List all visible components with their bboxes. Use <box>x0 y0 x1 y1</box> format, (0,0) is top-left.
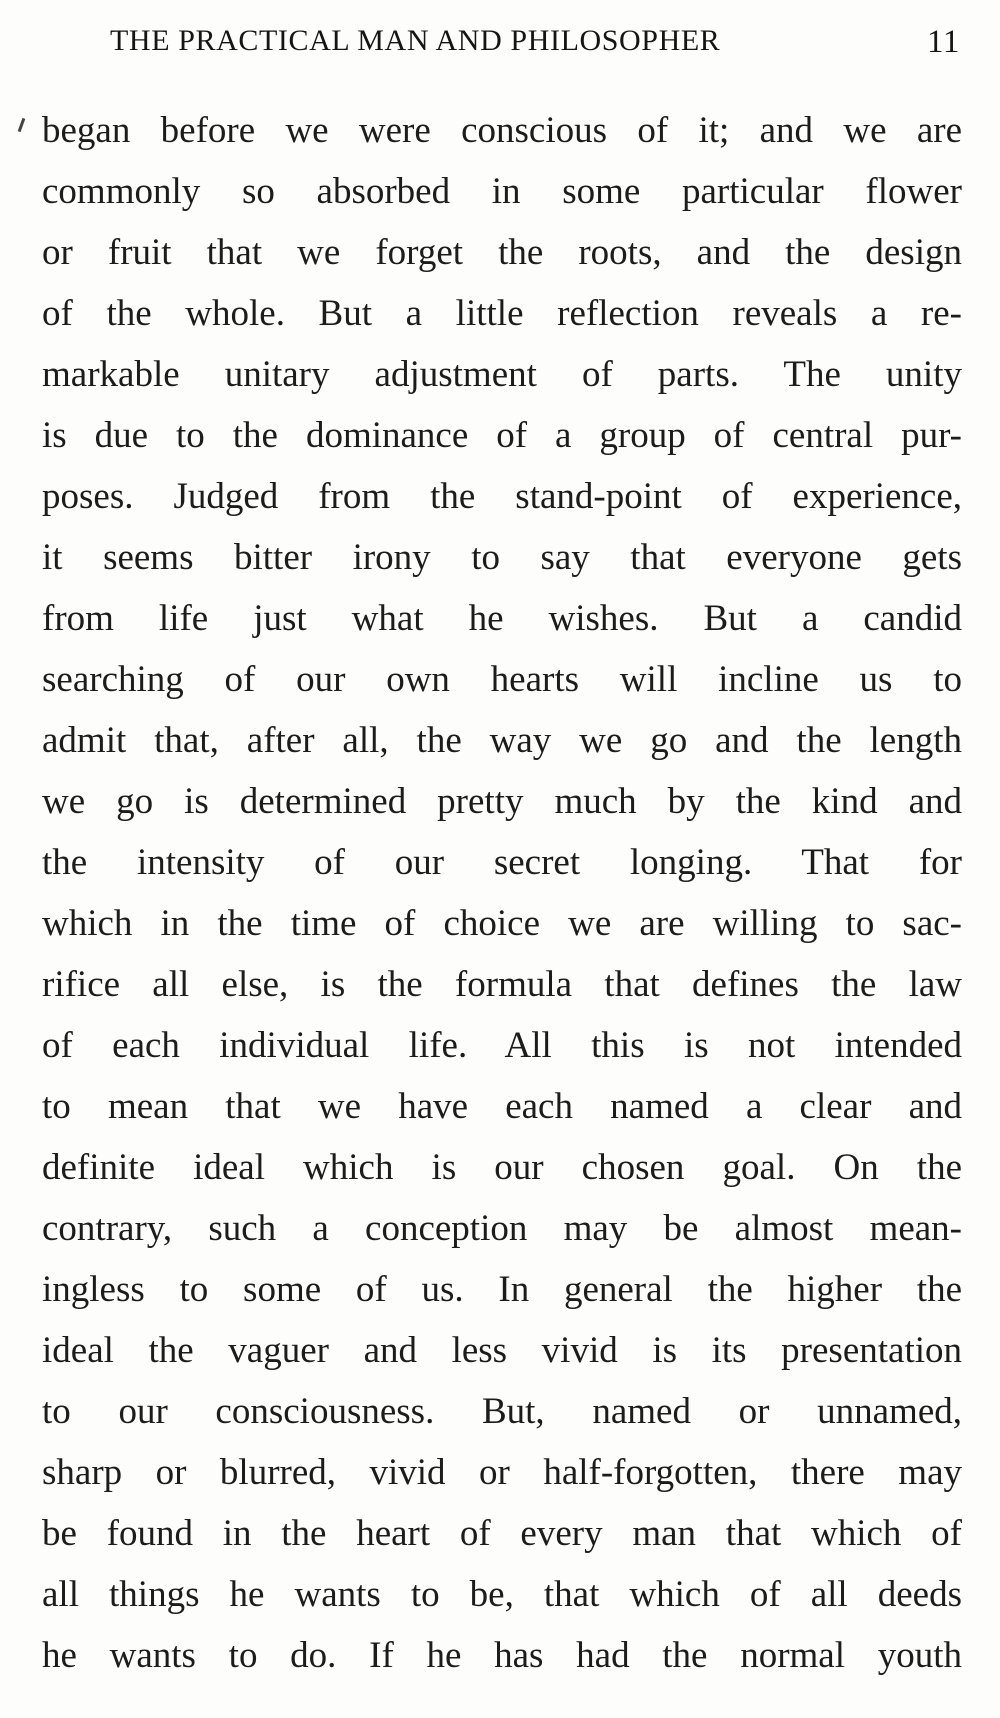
page-number: 11 <box>927 24 960 60</box>
text-line: markable unitary adjustment of parts. The unity <box>42 354 962 395</box>
text-line: began before we were conscious of it; and we are <box>42 110 962 151</box>
text-line: poses. Judged from the stand-point of experience, <box>42 476 962 517</box>
text-line: it seems bitter irony to say that everyone gets <box>42 537 962 578</box>
text-line: to mean that we have each named a clear and <box>42 1086 962 1127</box>
text-line: of each individual life. All this is not intended <box>42 1025 962 1066</box>
text-line: searching of our own hearts will incline us to <box>42 659 962 700</box>
text-line: is due to the dominance of a group of central pur- <box>42 415 962 456</box>
text-line: we go is determined pretty much by the kind and <box>42 781 962 822</box>
text-line: commonly so absorbed in some particular flower <box>42 171 962 212</box>
text-line: sharp or blurred, vivid or half-forgotten, there may <box>42 1452 962 1493</box>
margin-mark <box>18 118 26 132</box>
body-text <box>42 100 962 1686</box>
running-title: THE PRACTICAL MAN AND PHILOSOPHER <box>110 24 721 57</box>
text-line: rifice all else, is the formula that defines the law <box>42 964 962 1005</box>
text-line: be found in the heart of every man that which of <box>42 1513 962 1554</box>
text-line: of the whole. But a little reflection reveals a re- <box>42 293 962 334</box>
text-line: the intensity of our secret longing. That for <box>42 842 962 883</box>
text-line: admit that, after all, the way we go and the length <box>42 720 962 761</box>
text-line: or fruit that we forget the roots, and the design <box>42 232 962 273</box>
text-line: to our consciousness. But, named or unnamed, <box>42 1391 962 1432</box>
text-line: definite ideal which is our chosen goal. On the <box>42 1147 962 1188</box>
text-line: all things he wants to be, that which of all deeds <box>42 1574 962 1615</box>
running-header <box>110 18 960 68</box>
text-line: he wants to do. If he has had the normal youth <box>42 1635 962 1676</box>
text-line: ideal the vaguer and less vivid is its presentation <box>42 1330 962 1371</box>
text-line: contrary, such a conception may be almost mean- <box>42 1208 962 1249</box>
text-line: from life just what he wishes. But a candid <box>42 598 962 639</box>
text-line: ingless to some of us. In general the higher the <box>42 1269 962 1310</box>
text-line: which in the time of choice we are willing to sac- <box>42 903 962 944</box>
